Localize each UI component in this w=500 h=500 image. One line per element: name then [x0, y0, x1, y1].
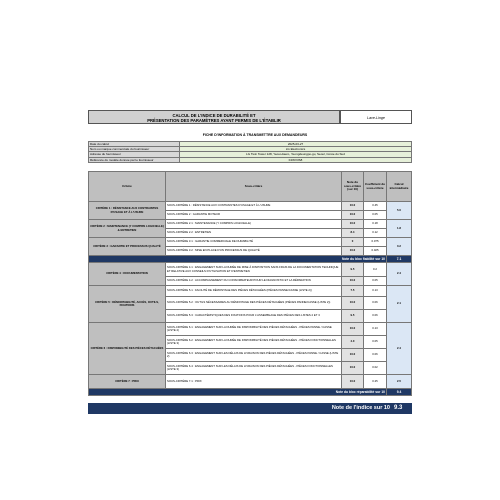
- coef-cell: 0.06: [364, 310, 387, 323]
- coef-cell: 0.05: [364, 211, 387, 220]
- coef-cell: 0.06: [364, 297, 387, 310]
- subcriterion-cell: SOUS-CRITÈRE 3.2 : MISE EN PLACE D'UN PROCESSUS DE QUALITÉ: [166, 247, 342, 256]
- note-cell: 10.0: [342, 220, 364, 229]
- subcriterion-cell: SOUS-CRITÈRE 2 : GARANTIE MOTEUR: [166, 211, 342, 220]
- info-label: Date du calcul: [89, 142, 180, 147]
- note-cell: 10.0: [342, 247, 364, 256]
- subcriterion-cell: SOUS-CRITÈRE 1 : RÉSISTANCE AUX CONTRAINTES D'USAGE ET À L'USURE: [166, 202, 342, 211]
- score-table: [88, 171, 412, 396]
- intermediate-cell: 1.8: [387, 220, 412, 238]
- note-cell: 9.5: [342, 310, 364, 323]
- table-row: [89, 220, 412, 229]
- coef-cell: 0.025: [364, 247, 387, 256]
- subcriterion-cell: SOUS-CRITÈRE 3.1 : GARANTIE COMMERCIALE DE DURABILITÉ: [166, 238, 342, 247]
- intermediate-cell: 2.1: [387, 286, 412, 323]
- header-sous-critere: Sous-critère: [166, 172, 342, 202]
- note-cell: 10.0: [342, 375, 364, 389]
- info-label: Adresse du fournisseur: [89, 152, 180, 157]
- info-row: [89, 157, 412, 162]
- subcriterion-cell: SOUS-CRITÈRE 4.2 : ACCOMPAGNEMENT DU CONSOMMATEUR POUR LE DIAGNOSTIC ET LA RÉPARATION: [166, 277, 342, 286]
- final-score-band: [88, 403, 412, 414]
- intermediate-cell: 2.4: [387, 323, 412, 375]
- subcriterion-cell: SOUS-CRITÈRE 6.1 : ENGAGEMENT SUR LA DURÉE DE DISPONIBILITÉ DES PIÈCES DÉTACHÉES - PIÈCES PANNE / CASSE (LISTE 2): [166, 323, 342, 336]
- info-table: [88, 141, 412, 163]
- coef-cell: 0.25: [364, 375, 387, 389]
- intermediate-cell: 5.0: [387, 202, 412, 220]
- table-row: [89, 375, 412, 389]
- coef-cell: 0.075: [364, 238, 387, 247]
- fiabilite-band-label: Note du bloc fiabilité sur 10: [89, 256, 387, 263]
- table-row: [89, 238, 412, 247]
- final-score-value: 9.3: [394, 405, 403, 411]
- coef-cell: 0.13: [364, 323, 387, 336]
- info-value: 2025-03-27: [180, 142, 412, 147]
- note-cell: 10.0: [342, 277, 364, 286]
- subcriterion-cell: SOUS-CRITÈRE 5.3 : CARACTÉRISTIQUES DES FIXATIONS POUR L'ASSEMBLAGE DES PIÈCES DES LISTES 2 ET 3: [166, 310, 342, 323]
- info-value: F2WV3S8: [180, 157, 412, 162]
- subcriterion-cell: SOUS-CRITÈRE 5.1 : FACILITÉ DE DÉMONTAGE DES PIÈCES DÉTACHÉES (PIÈCES PANNE/CASSE (LISTE 2)): [166, 286, 342, 297]
- note-cell: 4.0: [342, 336, 364, 349]
- coef-cell: 0.06: [364, 349, 387, 362]
- subcriterion-cell: SOUS-CRITÈRE 2.2 : ENTRETIEN: [166, 229, 342, 238]
- table-header: [89, 172, 412, 202]
- fiabilite-band-value: 7.1: [387, 256, 412, 263]
- subcriterion-cell: SOUS-CRITÈRE 6.4 : ENGAGEMENT SUR LES DÉLAIS DE LIVRAISON DES PIÈCES DÉTACHÉES - PIÈCES FONCTIONNELLES (LISTE 3): [166, 362, 342, 375]
- note-cell: 8.4: [342, 229, 364, 238]
- product-label: Lave-Linge: [340, 110, 412, 124]
- note-cell: 10.0: [342, 211, 364, 220]
- header-critere: Critère: [89, 172, 166, 202]
- final-score-label: Note de l'indice sur 10: [331, 405, 390, 411]
- criterion-cell: CRITÈRE 7 : PRIX: [89, 375, 166, 389]
- criterion-cell: CRITÈRE 4 : DOCUMENTATION: [89, 263, 166, 286]
- header-coef: Coefficient du sous-critère: [364, 172, 387, 202]
- note-cell: 10.0: [342, 362, 364, 375]
- coef-cell: 0.18: [364, 220, 387, 229]
- sheet-title: FICHE D'INFORMATION À TRANSMETTRE AUX DEMANDEURS: [202, 133, 308, 137]
- note-cell: 9.5: [342, 263, 364, 277]
- info-label: Nom ou marque commerciale du fournisseur: [89, 147, 180, 152]
- coef-cell: 0.05: [364, 277, 387, 286]
- coef-cell: 0.45: [364, 202, 387, 211]
- note-cell: 10.0: [342, 297, 364, 310]
- reparabilite-band-value: 9.4: [387, 389, 412, 396]
- subcriterion-cell: SOUS-CRITÈRE 6.3 : ENGAGEMENT SUR LES DÉLAIS DE LIVRAISON DES PIÈCES DÉTACHÉES - PIÈCES PANNE / CASSE (LISTE 2): [166, 349, 342, 362]
- criterion-cell: CRITÈRE 5 : DÉMONTABILITÉ, ACCÈS, OUTILS, FIXATIONS: [89, 286, 166, 323]
- fiabilite-band: [89, 256, 412, 263]
- info-value: LG Twin Tower 128, Yeoui-daero, Yeongdeungpo-gu, Seoul, Corée du Sud: [180, 152, 412, 157]
- subcriterion-cell: SOUS-CRITÈRE 7.1 : PRIX: [166, 375, 342, 389]
- subcriterion-cell: SOUS-CRITÈRE 4.1 : ENGAGEMENT SUR LA DURÉE DE MISE À DISPOSITION SANS FRAIS DE LA DOCUMENTATION TECHNIQUE ET RELATIVE AUX CONSEILS D'UTILISATION ET D'ENTRETIEN: [166, 263, 342, 277]
- reparabilite-band: [89, 389, 412, 396]
- header-note: Note du sous-critère (sur 10): [342, 172, 364, 202]
- table-row: [89, 323, 412, 336]
- coef-cell: 0.2: [364, 263, 387, 277]
- title-line-2: PRÉSENTATION DES PARAMÈTRES AYANT PERMIS DE L'ÉTABLIR: [147, 118, 281, 123]
- intermediate-cell: 0.2: [387, 238, 412, 256]
- table-row: [89, 202, 412, 211]
- criterion-cell: CRITÈRE 1 : RÉSISTANCE AUX CONTRAINTES D'USAGE ET À L'USURE: [89, 202, 166, 220]
- criterion-cell: CRITÈRE 2 : MAINTENANCE (Y COMPRIS LOGICIELLE) & ENTRETIEN: [89, 220, 166, 238]
- table-row: [89, 263, 412, 277]
- info-value: LG Electronics: [180, 147, 412, 152]
- note-cell: 10.0: [342, 202, 364, 211]
- subcriterion-cell: SOUS-CRITÈRE 2.1 : MAINTENANCE (Y COMPRIS LOGICIELLE): [166, 220, 342, 229]
- coef-cell: 0.05: [364, 336, 387, 349]
- reparabilite-band-label: Note du bloc réparabilité sur 10: [89, 389, 387, 396]
- note-cell: 0: [342, 238, 364, 247]
- intermediate-cell: 2.4: [387, 263, 412, 286]
- intermediate-cell: 2.5: [387, 375, 412, 389]
- note-cell: 7.5: [342, 286, 364, 297]
- title-line-1: CALCUL DE L'INDICE DE DURABILITÉ ET: [172, 113, 256, 118]
- header-intermediaire: Calcul intermédiaire: [387, 172, 412, 202]
- table-row: [89, 286, 412, 297]
- coef-cell: 0.12: [364, 229, 387, 238]
- info-label: Référence du modèle donnée par le fournisseur: [89, 157, 180, 162]
- note-cell: 10.0: [342, 323, 364, 336]
- coef-cell: 0.13: [364, 286, 387, 297]
- note-cell: 10.0: [342, 349, 364, 362]
- subcriterion-cell: SOUS-CRITÈRE 6.2 : ENGAGEMENT SUR LA DURÉE DE DISPONIBILITÉ DES PIÈCES DÉTACHÉES - PIÈCES FONCTIONNELLES (LISTE 3): [166, 336, 342, 349]
- document-title: [88, 110, 340, 124]
- criterion-cell: CRITÈRE 6 : DISPONIBILITÉ DES PIÈCES DÉTACHÉES: [89, 323, 166, 375]
- subcriterion-cell: SOUS-CRITÈRE 5.2 : OUTILS NÉCESSAIRES AU DÉMONTAGE DES PIÈCES DÉTACHÉES (PIÈCES PANNE/CASSE (LISTE 2)): [166, 297, 342, 310]
- coef-cell: 0.02: [364, 362, 387, 375]
- criterion-cell: CRITÈRE 3 : GARANTIE ET PROCESSUS QUALITÉ: [89, 238, 166, 256]
